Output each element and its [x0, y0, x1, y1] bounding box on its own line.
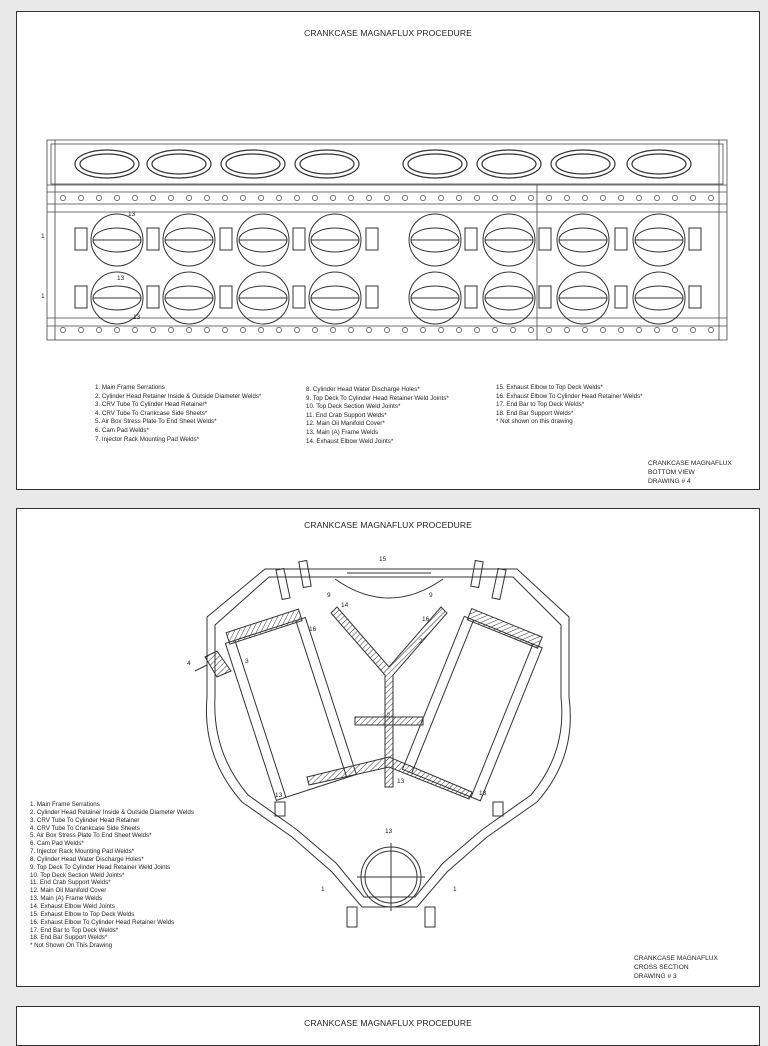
- mounting-pad: [220, 228, 232, 250]
- legend-item: 3. CRV Tube To Cylinder Head Retainer: [30, 816, 140, 824]
- drawing-sheet-partial: [16, 1006, 760, 1046]
- legend-item: 18. End Bar Support Welds*: [496, 409, 574, 417]
- stud-hole: [402, 195, 407, 200]
- mounting-pad: [689, 286, 701, 308]
- stud-hole: [708, 327, 713, 332]
- drawing-label: 2: [419, 638, 423, 645]
- drawing-label: 4: [187, 660, 191, 667]
- legend-item: 1. Main Frame Serrations: [95, 384, 165, 391]
- stud-hole: [294, 195, 299, 200]
- legend-item: 11. End Crab Support Welds*: [306, 411, 387, 419]
- stud-hole: [204, 195, 209, 200]
- drawing-label: 1: [41, 233, 45, 240]
- stud-hole: [78, 195, 83, 200]
- deck-oval-inner: [556, 154, 610, 174]
- stud-hole: [420, 327, 425, 332]
- drawing-label: 13: [397, 778, 405, 785]
- legend-item: 18. End Bar Support Welds*: [30, 934, 108, 942]
- stud-hole: [330, 195, 335, 200]
- stud-hole: [168, 195, 173, 200]
- mounting-pad: [539, 228, 551, 250]
- drawing-label: 13: [385, 828, 393, 835]
- stud-hole: [114, 195, 119, 200]
- legend-item: 4. CRV Tube To Crankcase Side Sheets: [30, 824, 140, 832]
- sheet-title: CRANKCASE MAGNAFLUX PROCEDURE: [304, 28, 472, 38]
- drawing-label: 1: [41, 293, 45, 300]
- stud-hole: [690, 327, 695, 332]
- caption-line: CROSS SECTION: [634, 964, 689, 971]
- stud-hole: [510, 195, 515, 200]
- legend-item: 10. Top Deck Section Weld Joints*: [306, 403, 401, 411]
- stud-hole: [564, 327, 569, 332]
- drawing-label: 16: [422, 616, 430, 623]
- legend-column-1: [95, 384, 261, 444]
- stud-hole: [510, 327, 515, 332]
- mounting-pad: [293, 228, 305, 250]
- caption-line: CRANKCASE MAGNAFLUX: [634, 955, 718, 962]
- caption-line: DRAWING # 3: [634, 973, 677, 980]
- legend-item: 2. Cylinder Head Retainer Inside & Outside Diameter Welds: [30, 808, 194, 816]
- deck-oval-inner: [632, 154, 686, 174]
- deck-oval-inner: [152, 154, 206, 174]
- legend-item: 10. Top Deck Section Weld Joints*: [30, 871, 125, 879]
- legend-item: * Not Shown On This Drawing: [30, 942, 113, 950]
- drawing-label: 13: [133, 314, 141, 321]
- legend-item: 13. Main (A) Frame Welds: [30, 895, 103, 903]
- legend-item: 17. End Bar to Top Deck Welds*: [496, 401, 585, 409]
- stud-hole: [546, 327, 551, 332]
- legend-item: 15. Exhaust Elbow to Top Deck Welds: [30, 910, 135, 918]
- mounting-pad: [75, 228, 87, 250]
- stud-hole: [276, 327, 281, 332]
- stud-hole: [474, 195, 479, 200]
- stud-hole: [222, 327, 227, 332]
- stud-hole: [258, 195, 263, 200]
- stud-hole: [132, 327, 137, 332]
- stud-hole: [564, 195, 569, 200]
- stud-hole: [186, 327, 191, 332]
- drawing-sheet-bottom-view: [16, 11, 760, 490]
- stud-hole: [60, 195, 65, 200]
- drawing-label: 9: [429, 592, 433, 599]
- drawing-label: 14: [341, 602, 349, 609]
- sheet-title: CRANKCASE MAGNAFLUX PROCEDURE: [304, 520, 472, 530]
- stud-hole: [348, 327, 353, 332]
- caption-line: DRAWING # 4: [648, 478, 691, 485]
- stud-hole: [438, 195, 443, 200]
- legend-item: 6. Cam Pad Welds*: [95, 426, 149, 434]
- stud-hole: [312, 195, 317, 200]
- stud-hole: [618, 195, 623, 200]
- stud-hole: [636, 327, 641, 332]
- legend-item: 3. CRV Tube To Cylinder Head Retainer*: [95, 401, 207, 409]
- stud-hole: [240, 327, 245, 332]
- stud-hole: [312, 327, 317, 332]
- legend-item: 7. Injector Rack Mounting Pad Welds*: [30, 848, 135, 856]
- legend-item: 14. Exhaust Elbow Weld Joints*: [306, 437, 394, 445]
- stud-hole: [672, 327, 677, 332]
- drawing-label: 13: [275, 792, 283, 799]
- stud-hole: [546, 195, 551, 200]
- legend-column-3: [496, 384, 643, 427]
- legend-item: 4. CRV Tube To Crankcase Side Sheets*: [95, 409, 208, 417]
- stud-hole: [294, 327, 299, 332]
- legend-item: 9. Top Deck To Cylinder Head Retainer Weld Joints*: [306, 394, 449, 402]
- stud-hole: [276, 195, 281, 200]
- legend-item: 13. Main (A) Frame Welds: [306, 428, 379, 436]
- legend-item: 5. Air Box Stress Plate To End Sheet Welds*: [30, 832, 152, 840]
- stud-hole: [708, 195, 713, 200]
- legend-item: 8. Cylinder Head Water Discharge Holes*: [30, 855, 144, 863]
- stud-hole: [60, 327, 65, 332]
- stud-hole: [366, 195, 371, 200]
- stud-hole: [96, 327, 101, 332]
- mounting-pad: [147, 228, 159, 250]
- drawing-sheet-cross-section: [16, 508, 760, 987]
- caption-line: CRANKCASE MAGNAFLUX: [648, 460, 732, 467]
- bottom-view-drawing: [17, 130, 761, 360]
- stud-hole: [600, 195, 605, 200]
- stud-hole: [654, 195, 659, 200]
- drawing-label: 1: [453, 886, 457, 893]
- stud-hole: [582, 195, 587, 200]
- stud-hole: [636, 195, 641, 200]
- mounting-pad: [366, 286, 378, 308]
- legend-item: 16. Exhaust Elbow To Cylinder Head Retainer Welds: [30, 918, 175, 926]
- stud-hole: [150, 327, 155, 332]
- stud-hole: [528, 327, 533, 332]
- drawing-label: 13: [128, 211, 136, 218]
- stud-hole: [402, 327, 407, 332]
- mounting-pad: [689, 228, 701, 250]
- stud-hole: [348, 195, 353, 200]
- drawing-label: 12: [383, 712, 391, 719]
- stud-hole: [438, 327, 443, 332]
- legend-item: 14. Exhaust Elbow Weld Joints: [30, 902, 115, 910]
- stud-hole: [672, 195, 677, 200]
- legend-item: 12. Main Oil Manifold Cover: [30, 887, 107, 895]
- legend-item: 7. Injector Rack Mounting Pad Welds*: [95, 435, 200, 443]
- stud-hole: [618, 327, 623, 332]
- legend-item: 12. Main Oil Manifold Cover*: [306, 420, 385, 428]
- stud-hole: [240, 195, 245, 200]
- stud-hole: [492, 195, 497, 200]
- stud-hole: [384, 195, 389, 200]
- mounting-pad: [293, 286, 305, 308]
- stud-hole: [492, 327, 497, 332]
- stud-hole: [186, 195, 191, 200]
- mounting-pad: [75, 286, 87, 308]
- legend-item: 8. Cylinder Head Water Discharge Holes*: [306, 386, 420, 393]
- caption-line: BOTTOM VIEW: [648, 469, 695, 476]
- deck-oval-inner: [408, 154, 462, 174]
- drawing-label: 3: [245, 658, 249, 665]
- legend-item: 16. Exhaust Elbow To Cylinder Head Retainer Welds*: [496, 392, 643, 400]
- drawing-caption: [634, 954, 718, 981]
- drawing-label: 1: [321, 886, 325, 893]
- legend-item: 15. Exhaust Elbow to Top Deck Welds*: [496, 384, 603, 391]
- legend-item: 9. Top Deck To Cylinder Head Retainer Weld Joints: [30, 863, 171, 871]
- stud-hole: [204, 327, 209, 332]
- stud-hole: [132, 195, 137, 200]
- stud-hole: [456, 195, 461, 200]
- deck-oval-inner: [80, 154, 134, 174]
- legend-item: 5. Air Box Stress Plate To End Sheet Welds*: [95, 418, 217, 426]
- stud-hole: [474, 327, 479, 332]
- stud-hole: [96, 195, 101, 200]
- stud-hole: [600, 327, 605, 332]
- stud-hole: [366, 327, 371, 332]
- stud-hole: [582, 327, 587, 332]
- stud-hole: [384, 327, 389, 332]
- legend: [30, 801, 194, 950]
- drawing-label: 13: [117, 275, 125, 282]
- mounting-pad: [539, 286, 551, 308]
- stud-hole: [528, 195, 533, 200]
- drawing-label: 13: [479, 790, 487, 797]
- legend-item: 17. End Bar to Top Deck Welds*: [30, 926, 119, 934]
- stud-hole: [690, 195, 695, 200]
- legend-item: 2. Cylinder Head Retainer Inside & Outside Diameter Welds*: [95, 392, 262, 400]
- sheet-title: CRANKCASE MAGNAFLUX PROCEDURE: [304, 1018, 472, 1028]
- drawing-label: 16: [309, 626, 317, 633]
- legend-item: * Not shown on this drawing: [496, 418, 573, 426]
- deck-oval-inner: [482, 154, 536, 174]
- stud-hole: [78, 327, 83, 332]
- deck-oval-inner: [300, 154, 354, 174]
- legend-item: 1. Main Frame Serrations: [30, 801, 100, 808]
- stud-hole: [258, 327, 263, 332]
- legend-column-2: [306, 386, 449, 446]
- drawing-label: 15: [379, 556, 387, 563]
- mounting-pad: [366, 228, 378, 250]
- drawing-label: 9: [327, 592, 331, 599]
- stud-hole: [222, 195, 227, 200]
- mounting-pad: [220, 286, 232, 308]
- stud-hole: [168, 327, 173, 332]
- legend-item: 11. End Crab Support Welds*: [30, 879, 111, 887]
- mounting-pad: [465, 286, 477, 308]
- stud-hole: [150, 195, 155, 200]
- mounting-pad: [615, 286, 627, 308]
- mounting-pad: [147, 286, 159, 308]
- stud-hole: [330, 327, 335, 332]
- mounting-pad: [615, 228, 627, 250]
- stud-hole: [420, 195, 425, 200]
- mounting-pad: [465, 228, 477, 250]
- drawing-caption: [648, 459, 732, 486]
- stud-hole: [654, 327, 659, 332]
- stud-hole: [456, 327, 461, 332]
- legend-item: 6. Cam Pad Welds*: [30, 840, 84, 848]
- stud-hole: [114, 327, 119, 332]
- deck-oval-inner: [226, 154, 280, 174]
